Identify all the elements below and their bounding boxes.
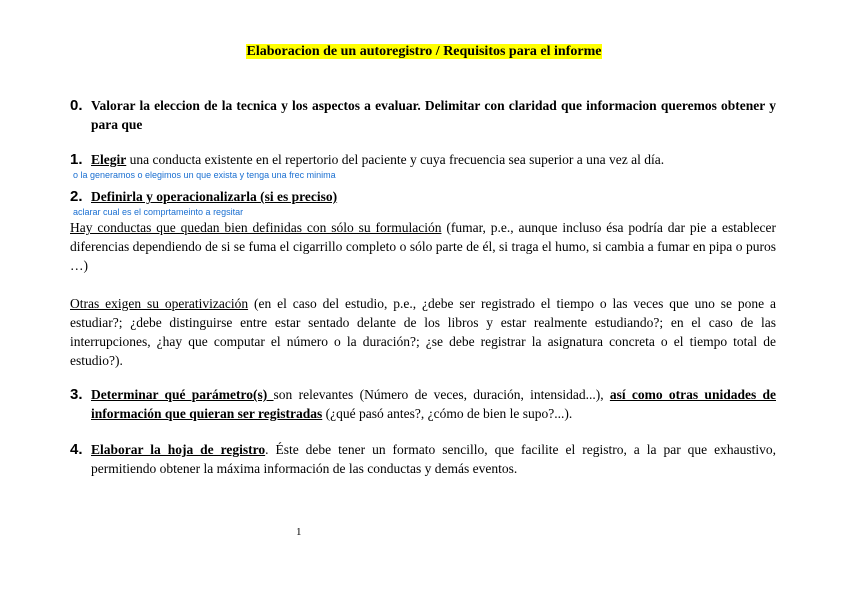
page-title: Elaboracion de un autoregistro / Requisitos para el informe — [246, 44, 602, 59]
item-number: 1. — [70, 151, 83, 168]
item-number: 2. — [70, 188, 83, 205]
paragraph-2: Otras exigen su operativización (en el caso del estudio, p.e., ¿debe ser registrado el tiempo o las veces que uno se pone a estudiar?; ¿debe distinguirse entre estar sentado delante de los libros y estar realmente estudiando?; en el caso de las interrupciones, ¿hay que computar el número o la duración?; ¿se debe registrar la asignatura concreta o el tiempo total de estudio?). — [70, 296, 776, 368]
list-item-4: 4. Elaborar la hoja de registro. Éste debe tener un formato sencillo, que facilite el registro, a la par que exhaustivo, permitiendo obtener la máxima información de las conductas y demás eventos. — [70, 441, 776, 476]
item-lead: Elegir — [91, 152, 127, 167]
list-item-0 — [70, 96, 776, 134]
handwritten-note: aclarar cual es el comprtameinto a regsitar — [73, 207, 244, 217]
item-text: Valorar la eleccion de la tecnica y los aspectos a evaluar. Delimitar con claridad que informacion queremos obtener y para que — [91, 98, 776, 132]
list-item-2 — [70, 187, 776, 370]
item-number: 3. — [70, 386, 83, 403]
handwritten-note: o la generamos o elegimos un que exista y tenga una frec minima — [73, 170, 336, 180]
page-number: 1 — [296, 526, 302, 538]
item-lead: Definirla y operacionalizarla (si es preciso) — [91, 189, 338, 204]
item-number: 4. — [70, 441, 83, 458]
list-item-3: 3. Determinar qué parámetro(s) son relevantes (Número de veces, duración, intensidad...), así como otras unidades de información que quieran ser registradas (¿qué pasó antes?, ¿cómo de bien le supo?...). — [70, 386, 776, 421]
list-item-1 — [70, 150, 776, 181]
paragraph-1: Hay conductas que quedan bien definidas con sólo su formulación (fumar, p.e., aunque incluso ésa podría dar pie a establecer diferencias dependiendo de si se fuma el cigarrillo completo o sólo parte de él, si traga el humo, si cambia a fumar en pipa o puros …) — [70, 220, 776, 273]
item-text: una conducta existente en el repertorio del paciente y cuya frecuencia sea superior a una vez al día. — [126, 152, 665, 167]
item-number: 0. — [70, 97, 83, 114]
